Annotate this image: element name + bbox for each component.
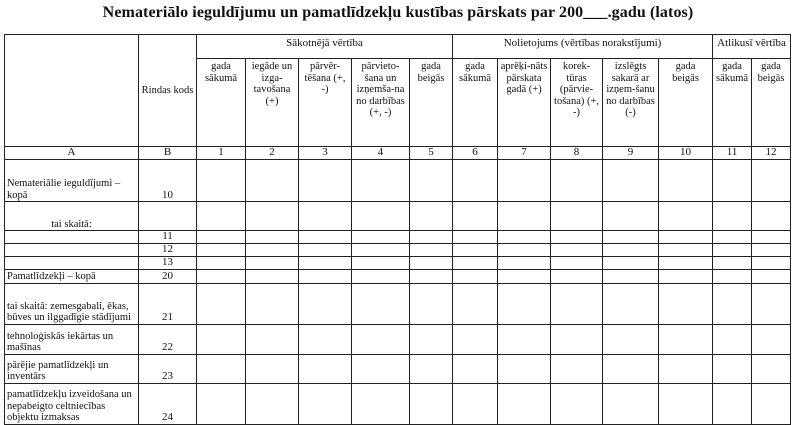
value-cell[interactable] <box>299 324 352 354</box>
value-cell[interactable] <box>246 160 299 202</box>
index-cell: 11 <box>713 147 752 160</box>
header-group-atlikusi: Atlikusī vērtība <box>713 35 791 59</box>
row-code: 10 <box>139 160 197 202</box>
row-label <box>5 243 139 256</box>
header-group-sakotneja: Sākotnējā vērtība <box>197 35 453 59</box>
value-cell[interactable] <box>659 383 713 424</box>
value-cell[interactable] <box>352 243 410 256</box>
value-cell[interactable] <box>713 202 752 231</box>
value-cell[interactable] <box>410 324 453 354</box>
index-cell: 2 <box>246 147 299 160</box>
col-header-1: gada sākumā <box>197 59 246 147</box>
value-cell[interactable] <box>752 202 791 231</box>
page-title: Nemateriālo ieguldījumu un pamatlīdzekļu kustības pārskats par 200___.gadu (latos) <box>102 4 694 21</box>
value-cell[interactable] <box>498 324 551 354</box>
value-cell[interactable] <box>410 383 453 424</box>
table-row <box>5 283 791 324</box>
table-row <box>5 160 791 202</box>
value-cell[interactable] <box>603 256 659 269</box>
value-cell[interactable] <box>498 283 551 324</box>
col-header-9: izslēgts sakarā ar izņem-šanu no darbības (-) <box>603 59 659 147</box>
value-cell[interactable] <box>659 283 713 324</box>
value-cell[interactable] <box>246 231 299 244</box>
value-cell[interactable] <box>752 383 791 424</box>
col-header-2: iegāde un izga-tavošana (+) <box>246 59 299 147</box>
value-cell[interactable] <box>659 324 713 354</box>
value-cell[interactable] <box>551 202 603 231</box>
row-code: 11 <box>139 231 197 244</box>
value-cell[interactable] <box>299 283 352 324</box>
value-cell[interactable] <box>410 269 453 283</box>
value-cell[interactable] <box>603 324 659 354</box>
index-cell: 4 <box>352 147 410 160</box>
value-cell[interactable] <box>299 202 352 231</box>
value-cell[interactable] <box>713 283 752 324</box>
value-cell[interactable] <box>752 354 791 383</box>
value-cell[interactable] <box>659 231 713 244</box>
value-cell[interactable] <box>410 354 453 383</box>
value-cell[interactable] <box>498 383 551 424</box>
col-header-7: aprēķi-nāts pārskata gadā (+) <box>498 59 551 147</box>
value-cell[interactable] <box>659 269 713 283</box>
value-cell[interactable] <box>410 283 453 324</box>
value-cell[interactable] <box>352 269 410 283</box>
value-cell[interactable] <box>713 256 752 269</box>
value-cell[interactable] <box>713 354 752 383</box>
col-header-5: gada beigās <box>410 59 453 147</box>
index-cell: 10 <box>659 147 713 160</box>
value-cell[interactable] <box>752 283 791 324</box>
value-cell[interactable] <box>197 383 246 424</box>
value-cell[interactable] <box>551 243 603 256</box>
index-cell: 7 <box>498 147 551 160</box>
value-cell[interactable] <box>197 354 246 383</box>
value-cell[interactable] <box>603 354 659 383</box>
index-row <box>5 147 791 160</box>
value-cell[interactable] <box>603 243 659 256</box>
index-cell: A <box>5 147 139 160</box>
table-row <box>5 324 791 354</box>
value-cell[interactable] <box>752 160 791 202</box>
value-cell[interactable] <box>551 324 603 354</box>
table-row <box>5 354 791 383</box>
col-header-10: gada beigās <box>659 59 713 147</box>
value-cell[interactable] <box>299 269 352 283</box>
value-cell[interactable] <box>551 269 603 283</box>
row-label: tai skaitā: zemesgabali, ēkas, būves un ilggadīgie stādījumi <box>5 283 139 324</box>
value-cell[interactable] <box>603 283 659 324</box>
table-row <box>5 231 791 244</box>
value-cell[interactable] <box>352 354 410 383</box>
row-label: Nemateriālie ieguldījumi – kopā <box>5 160 139 202</box>
index-cell: 6 <box>453 147 498 160</box>
index-cell: 9 <box>603 147 659 160</box>
value-cell[interactable] <box>410 256 453 269</box>
value-cell[interactable] <box>603 231 659 244</box>
report-table <box>4 34 791 425</box>
row-label: Pamatlīdzekļi – kopā <box>5 269 139 283</box>
value-cell[interactable] <box>603 269 659 283</box>
value-cell[interactable] <box>551 283 603 324</box>
value-cell[interactable] <box>752 269 791 283</box>
index-cell: 3 <box>299 147 352 160</box>
value-cell[interactable] <box>498 160 551 202</box>
value-cell[interactable] <box>299 256 352 269</box>
value-cell[interactable] <box>246 283 299 324</box>
value-cell[interactable] <box>659 202 713 231</box>
col-header-4: pārvieto-šana un izņemša-na no darbības (+, -) <box>352 59 410 147</box>
value-cell[interactable] <box>752 324 791 354</box>
value-cell[interactable] <box>659 243 713 256</box>
row-code: 24 <box>139 383 197 424</box>
header-rindas-kods: Rindas kods <box>139 35 197 147</box>
value-cell[interactable] <box>197 283 246 324</box>
value-cell[interactable] <box>246 354 299 383</box>
value-cell[interactable] <box>246 324 299 354</box>
value-cell[interactable] <box>498 256 551 269</box>
value-cell[interactable] <box>453 269 498 283</box>
value-cell[interactable] <box>551 256 603 269</box>
index-cell: 8 <box>551 147 603 160</box>
value-cell[interactable] <box>498 231 551 244</box>
row-code: 21 <box>139 283 197 324</box>
row-code: 23 <box>139 354 197 383</box>
value-cell[interactable] <box>603 160 659 202</box>
table-row <box>5 202 791 231</box>
value-cell[interactable] <box>659 256 713 269</box>
value-cell[interactable] <box>713 243 752 256</box>
value-cell[interactable] <box>453 231 498 244</box>
value-cell[interactable] <box>713 383 752 424</box>
value-cell[interactable] <box>197 231 246 244</box>
value-cell[interactable] <box>453 354 498 383</box>
value-cell[interactable] <box>752 243 791 256</box>
value-cell[interactable] <box>603 202 659 231</box>
value-cell[interactable] <box>246 269 299 283</box>
row-label <box>5 256 139 269</box>
col-header-3: pārvēr-tēšana (+, -) <box>299 59 352 147</box>
value-cell[interactable] <box>299 354 352 383</box>
value-cell[interactable] <box>453 383 498 424</box>
value-cell[interactable] <box>659 160 713 202</box>
row-code: 22 <box>139 324 197 354</box>
row-label: tehnoloģiskās iekārtas un mašīnas <box>5 324 139 354</box>
value-cell[interactable] <box>551 354 603 383</box>
value-cell[interactable] <box>352 383 410 424</box>
value-cell[interactable] <box>498 354 551 383</box>
value-cell[interactable] <box>197 256 246 269</box>
index-cell: 5 <box>410 147 453 160</box>
value-cell[interactable] <box>713 269 752 283</box>
value-cell[interactable] <box>498 269 551 283</box>
value-cell[interactable] <box>299 160 352 202</box>
table-row <box>5 256 791 269</box>
value-cell[interactable] <box>453 283 498 324</box>
value-cell[interactable] <box>453 256 498 269</box>
value-cell[interactable] <box>498 202 551 231</box>
index-cell: B <box>139 147 197 160</box>
col-header-6: gada sākumā <box>453 59 498 147</box>
table-row <box>5 269 791 283</box>
value-cell[interactable] <box>453 243 498 256</box>
value-cell[interactable] <box>299 383 352 424</box>
row-code: 13 <box>139 256 197 269</box>
value-cell[interactable] <box>453 160 498 202</box>
value-cell[interactable] <box>352 160 410 202</box>
value-cell[interactable] <box>246 383 299 424</box>
header-blank-a <box>5 35 139 147</box>
table-row <box>5 243 791 256</box>
value-cell[interactable] <box>197 202 246 231</box>
row-label <box>5 231 139 244</box>
value-cell[interactable] <box>197 243 246 256</box>
value-cell[interactable] <box>752 256 791 269</box>
row-label: pārējie pamatlīdzekļi un inventārs <box>5 354 139 383</box>
value-cell[interactable] <box>498 243 551 256</box>
header-row-groups <box>5 35 791 59</box>
row-code <box>139 202 197 231</box>
row-label: pamatlīdzekļu izveidošana un nepabeigto celtniecības objektu izmaksas <box>5 383 139 424</box>
value-cell[interactable] <box>713 160 752 202</box>
col-header-8: korek-tūras (pārvie-tošana) (+, -) <box>551 59 603 147</box>
index-cell: 1 <box>197 147 246 160</box>
value-cell[interactable] <box>752 231 791 244</box>
row-code: 20 <box>139 269 197 283</box>
value-cell[interactable] <box>410 202 453 231</box>
row-code: 12 <box>139 243 197 256</box>
value-cell[interactable] <box>246 202 299 231</box>
value-cell[interactable] <box>410 231 453 244</box>
value-cell[interactable] <box>352 324 410 354</box>
value-cell[interactable] <box>659 354 713 383</box>
value-cell[interactable] <box>551 160 603 202</box>
value-cell[interactable] <box>453 202 498 231</box>
value-cell[interactable] <box>246 256 299 269</box>
value-cell[interactable] <box>246 243 299 256</box>
value-cell[interactable] <box>410 243 453 256</box>
value-cell[interactable] <box>551 231 603 244</box>
value-cell[interactable] <box>551 383 603 424</box>
value-cell[interactable] <box>453 324 498 354</box>
table-row <box>5 383 791 424</box>
value-cell[interactable] <box>713 231 752 244</box>
value-cell[interactable] <box>713 324 752 354</box>
value-cell[interactable] <box>299 231 352 244</box>
value-cell[interactable] <box>197 269 246 283</box>
value-cell[interactable] <box>352 231 410 244</box>
value-cell[interactable] <box>197 324 246 354</box>
value-cell[interactable] <box>299 243 352 256</box>
value-cell[interactable] <box>197 160 246 202</box>
value-cell[interactable] <box>410 160 453 202</box>
value-cell[interactable] <box>603 383 659 424</box>
col-header-11: gada sākumā <box>713 59 752 147</box>
header-group-nolietojums: Nolietojums (vērtības norakstījumi) <box>453 35 713 59</box>
row-label: tai skaitā: <box>5 202 139 231</box>
index-cell: 12 <box>752 147 791 160</box>
col-header-12: gada beigās <box>752 59 791 147</box>
value-cell[interactable] <box>352 202 410 231</box>
value-cell[interactable] <box>352 283 410 324</box>
value-cell[interactable] <box>352 256 410 269</box>
